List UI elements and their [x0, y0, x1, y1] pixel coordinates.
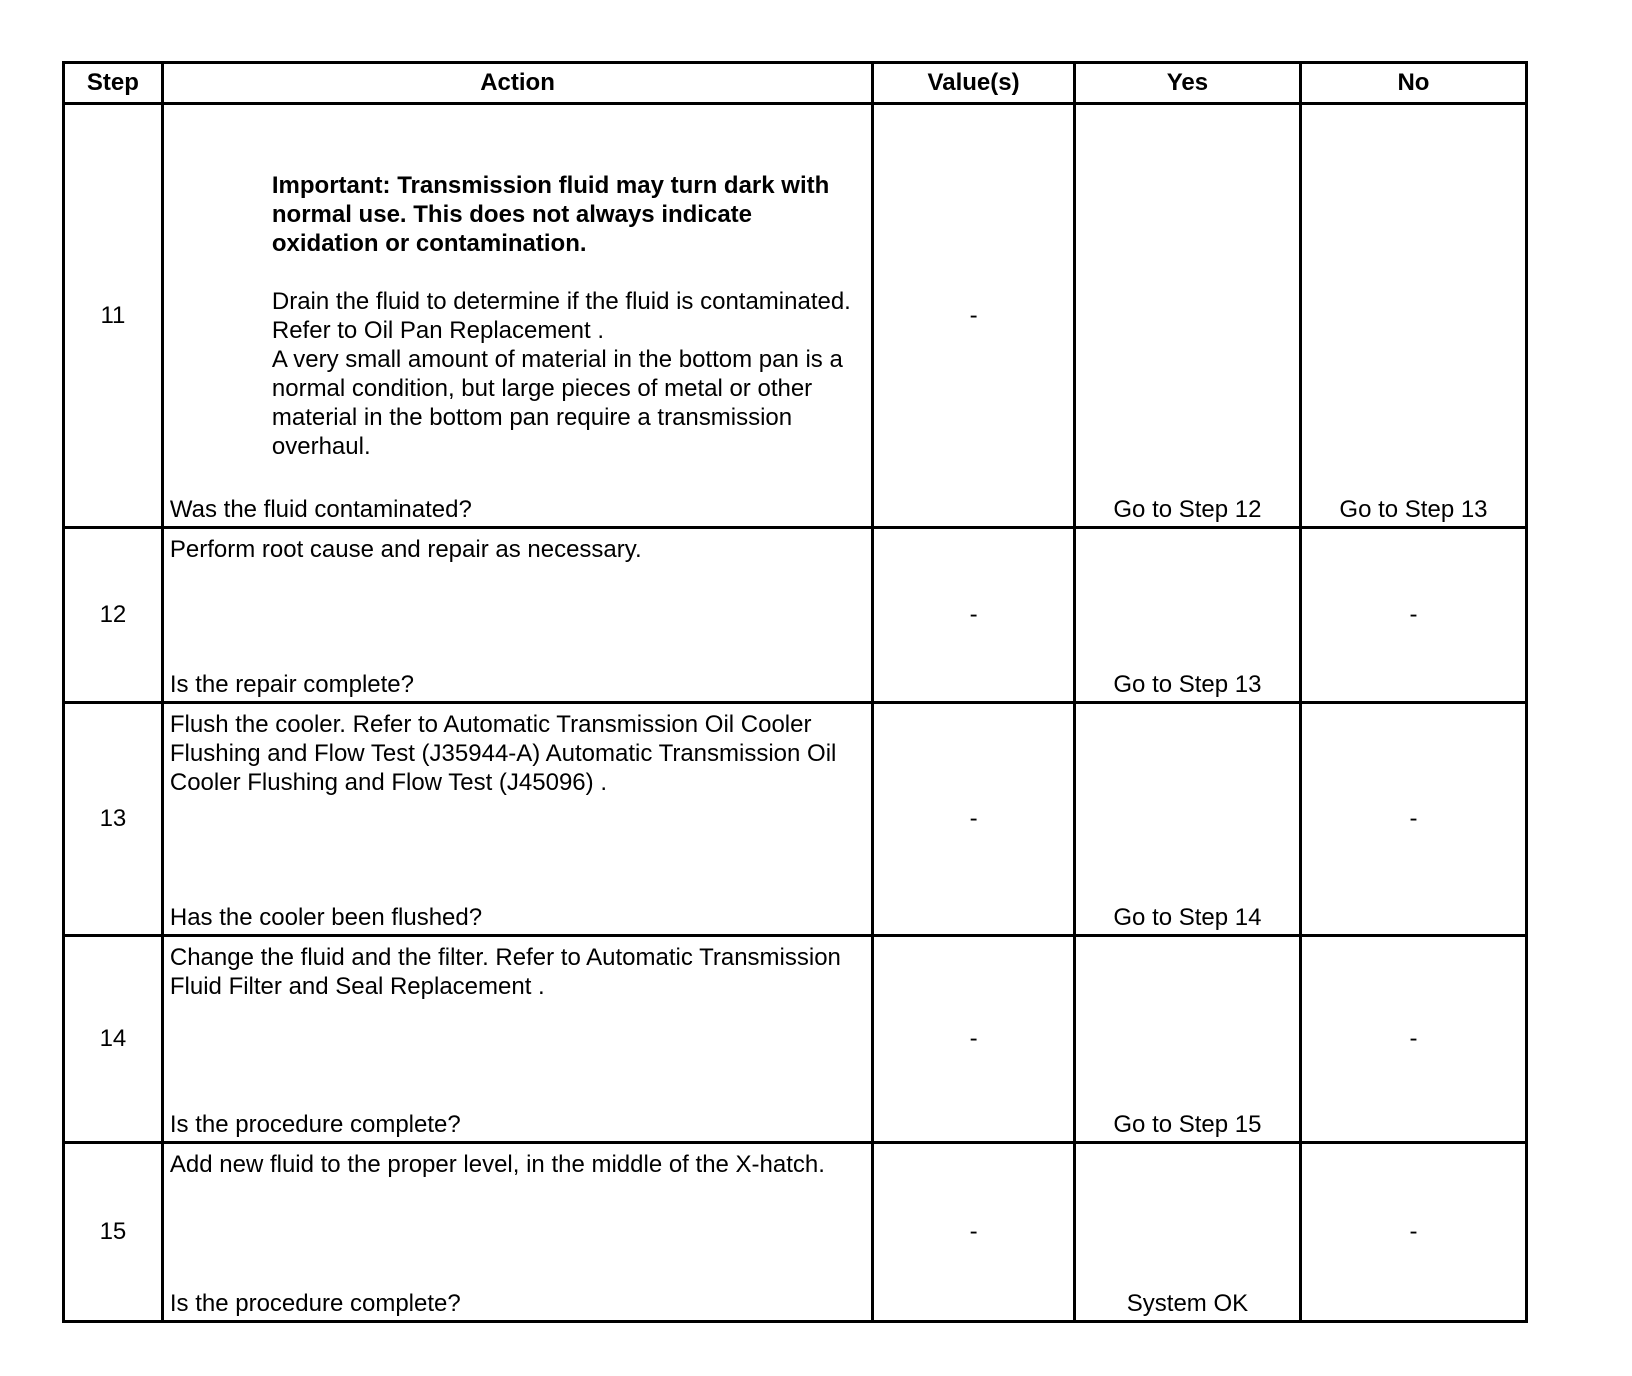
action-instructions	[272, 171, 865, 461]
no-answer: Go to Step 13	[1339, 496, 1488, 523]
header-values: Value(s)	[873, 63, 1075, 104]
action-question: Was the fluid contaminated?	[169, 496, 472, 523]
header-step: Step	[64, 63, 163, 104]
yes-cell	[1074, 104, 1300, 528]
header-yes: Yes	[1074, 63, 1300, 104]
table-row	[64, 936, 1527, 1143]
action-cell	[162, 104, 872, 528]
no-cell	[1300, 104, 1526, 528]
no-answer: -	[1300, 703, 1526, 936]
table-row	[64, 703, 1527, 936]
value-cell: -	[873, 104, 1075, 528]
step-number: 12	[64, 528, 163, 703]
action-instruction: Drain the fluid to determine if the fluid is contaminated. Refer to Oil Pan Replacement .	[271, 288, 851, 344]
value-cell: -	[873, 1143, 1075, 1322]
action-instruction: Change the fluid and the filter. Refer to Automatic Transmission Fluid Filter and Seal Replacement .	[169, 944, 841, 1000]
action-cell	[162, 936, 872, 1143]
yes-answer: Go to Step 12	[1113, 496, 1262, 523]
no-answer: -	[1300, 936, 1526, 1143]
action-instruction: Perform root cause and repair as necessary.	[169, 536, 642, 563]
diagnostic-table	[62, 61, 1528, 1323]
header-row	[64, 63, 1527, 104]
action-instruction: Flush the cooler. Refer to Automatic Transmission Oil Cooler Flushing and Flow Test (J35944-A) Automatic Transmission Oil Cooler Flushing and Flow Test (J45096) .	[169, 711, 837, 796]
yes-cell	[1074, 528, 1300, 703]
value-cell: -	[873, 936, 1075, 1143]
yes-cell	[1074, 703, 1300, 936]
yes-cell	[1074, 936, 1300, 1143]
yes-answer: System OK	[1126, 1290, 1249, 1317]
step-number: 15	[64, 1143, 163, 1322]
action-question: Is the repair complete?	[169, 671, 414, 698]
table-row	[64, 1143, 1527, 1322]
value-cell: -	[873, 528, 1075, 703]
action-question: Is the procedure complete?	[169, 1290, 461, 1317]
action-cell	[162, 703, 872, 936]
yes-answer: Go to Step 14	[1113, 904, 1262, 931]
action-instruction: Add new fluid to the proper level, in the middle of the X-hatch.	[169, 1151, 825, 1178]
step-number: 11	[64, 104, 163, 528]
action-cell	[162, 1143, 872, 1322]
value-cell: -	[873, 703, 1075, 936]
action-instruction-detail: A very small amount of material in the bottom pan is a normal condition, but large pieces of metal or other material in the bottom pan require a transmission overhaul.	[271, 346, 843, 460]
yes-cell	[1074, 1143, 1300, 1322]
no-answer: -	[1300, 528, 1526, 703]
no-answer: -	[1300, 1143, 1526, 1322]
action-question: Has the cooler been flushed?	[169, 904, 483, 931]
yes-answer: Go to Step 15	[1113, 1111, 1262, 1138]
step-number: 14	[64, 936, 163, 1143]
table-row	[64, 528, 1527, 703]
important-note: Important: Transmission fluid may turn dark with normal use. This does not always indicate oxidation or contamination.	[271, 172, 830, 257]
table-row	[64, 104, 1527, 528]
header-action: Action	[162, 63, 872, 104]
action-question: Is the procedure complete?	[169, 1111, 461, 1138]
action-cell	[162, 528, 872, 703]
yes-answer: Go to Step 13	[1113, 671, 1262, 698]
step-number: 13	[64, 703, 163, 936]
header-no: No	[1300, 63, 1526, 104]
